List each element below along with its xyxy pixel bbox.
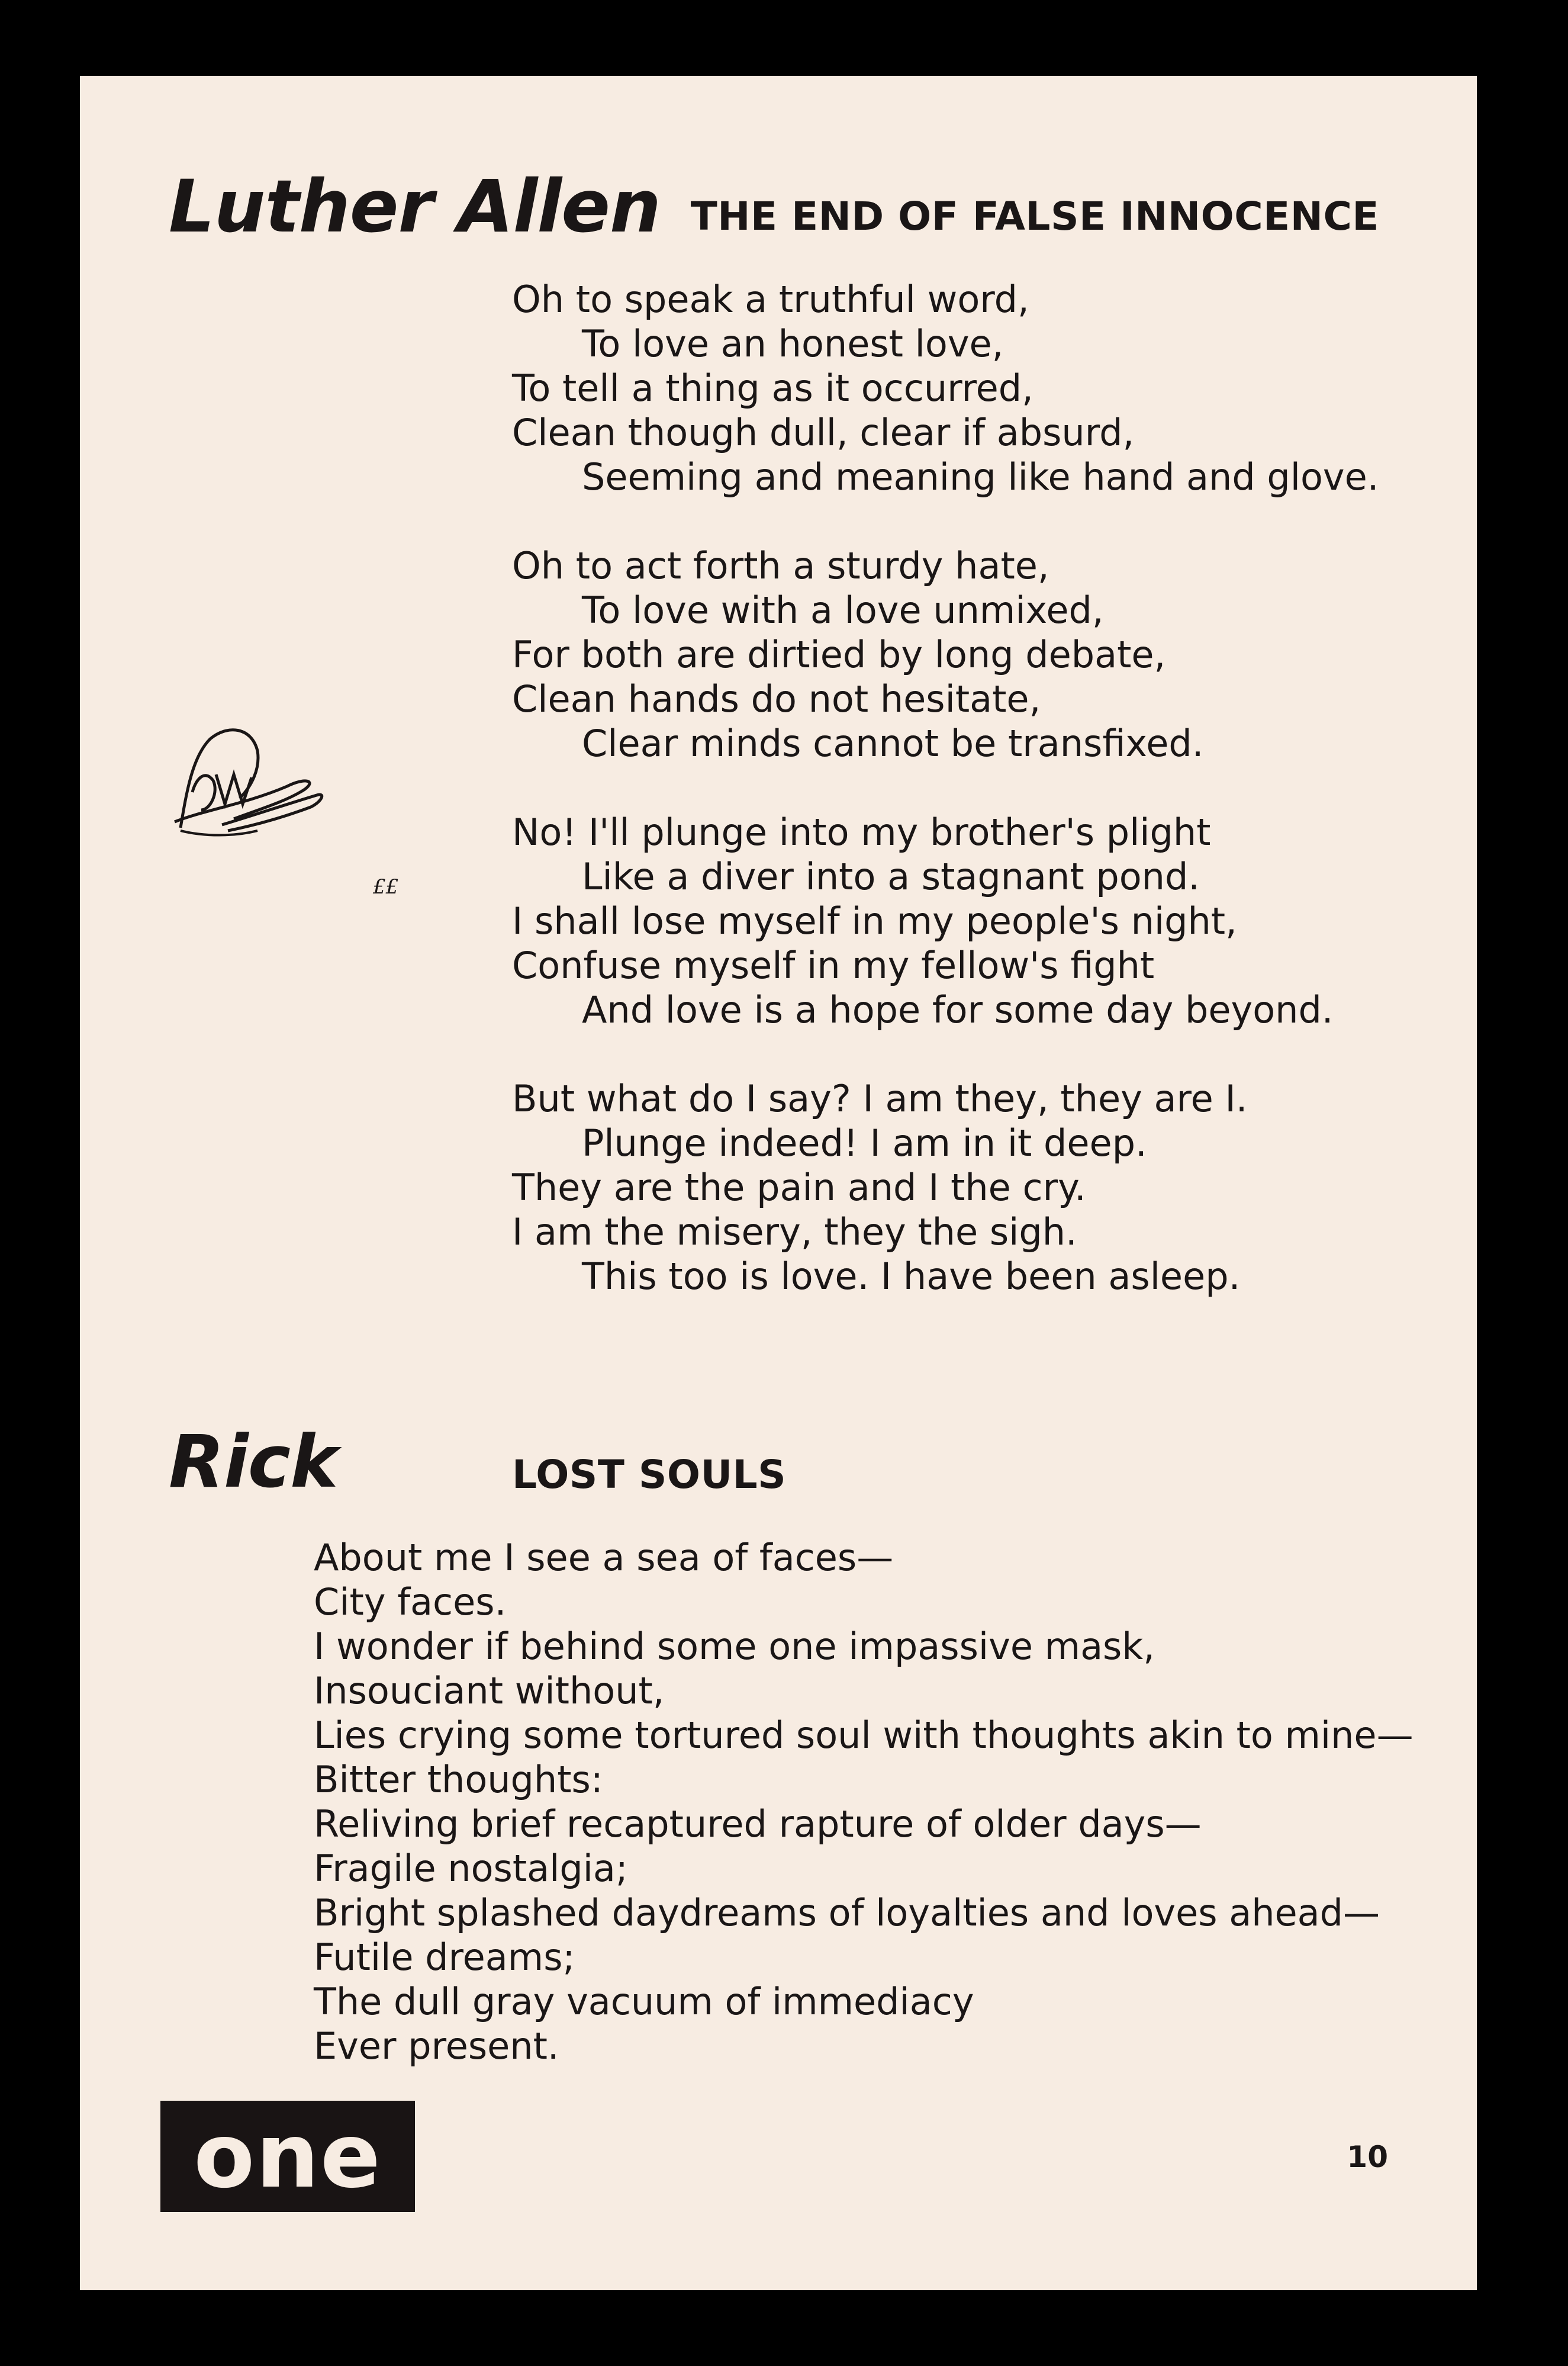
poem-line: About me I see a sea of faces— bbox=[314, 1536, 894, 1579]
sketch-initials: ££ bbox=[373, 875, 399, 899]
poem-line: Fragile nostalgia; bbox=[314, 1847, 628, 1890]
poem-line: Clean though dull, clear if absurd, bbox=[512, 411, 1135, 454]
poem-line: Oh to speak a truthful word, bbox=[512, 278, 1029, 321]
poem-line: And love is a hope for some day beyond. bbox=[582, 988, 1334, 1031]
stanza bbox=[512, 1076, 1379, 1298]
poem-line: No! I'll plunge into my brother's plight bbox=[512, 811, 1211, 854]
poem-line: This too is love. I have been asleep. bbox=[582, 1255, 1241, 1298]
poem-line: Reliving brief recaptured rapture of older days— bbox=[314, 1802, 1202, 1846]
poem-line: To love with a love unmixed, bbox=[582, 589, 1104, 632]
poem-body-lost-souls bbox=[314, 1535, 1414, 2068]
poem-title-lost-souls: LOST SOULS bbox=[512, 1452, 787, 1497]
page-number: 10 bbox=[1347, 2140, 1388, 2174]
poem-line: Lies crying some tortured soul with thoughts akin to mine— bbox=[314, 1714, 1414, 1757]
poem-line: Seeming and meaning like hand and glove. bbox=[582, 455, 1379, 499]
poem-line: City faces. bbox=[314, 1580, 507, 1624]
magazine-page bbox=[80, 76, 1477, 2290]
poem-line: Ever present. bbox=[314, 2024, 559, 2068]
poem-line: Like a diver into a stagnant pond. bbox=[582, 855, 1200, 898]
poem-line: Bright splashed daydreams of loyalties and loves ahead— bbox=[314, 1891, 1380, 1934]
poem-line: The dull gray vacuum of immediacy bbox=[314, 1980, 974, 2023]
poem-line: Clear minds cannot be transfixed. bbox=[582, 722, 1204, 765]
poem-line: Insouciant without, bbox=[314, 1669, 665, 1712]
hand-sketch-icon bbox=[169, 721, 334, 840]
poem-line: For both are dirtied by long debate, bbox=[512, 633, 1166, 676]
stanza bbox=[512, 544, 1379, 766]
poem-line: To love an honest love, bbox=[582, 322, 1004, 365]
stanza bbox=[314, 1535, 1414, 2068]
stanza bbox=[512, 277, 1379, 499]
poem-line: Confuse myself in my fellow's fight bbox=[512, 944, 1155, 987]
poem-title-end-of-false-innocence: THE END OF FALSE INNOCENCE bbox=[690, 194, 1379, 239]
stanza bbox=[512, 810, 1379, 1032]
poem-line: They are the pain and I the cry. bbox=[512, 1166, 1086, 1209]
author-name-luther-allen: Luther Allen bbox=[169, 165, 661, 249]
poem-line: I wonder if behind some one impassive mask, bbox=[314, 1625, 1155, 1668]
poem-line: I am the misery, they the sigh. bbox=[512, 1210, 1077, 1253]
poem-line: Futile dreams; bbox=[314, 1936, 575, 1979]
poem-line: Plunge indeed! I am in it deep. bbox=[582, 1121, 1147, 1165]
magazine-logo: one bbox=[160, 2101, 415, 2212]
poem-body-end-of-false-innocence bbox=[512, 277, 1379, 1298]
author-name-rick: Rick bbox=[169, 1420, 338, 1504]
poem-line: I shall lose myself in my people's night, bbox=[512, 899, 1237, 943]
poem-line: But what do I say? I am they, they are I. bbox=[512, 1077, 1248, 1120]
poem-line: To tell a thing as it occurred, bbox=[512, 367, 1033, 410]
poem-line: Bitter thoughts: bbox=[314, 1758, 603, 1801]
poem-line: Oh to act forth a sturdy hate, bbox=[512, 544, 1049, 587]
poem-line: Clean hands do not hesitate, bbox=[512, 677, 1041, 721]
